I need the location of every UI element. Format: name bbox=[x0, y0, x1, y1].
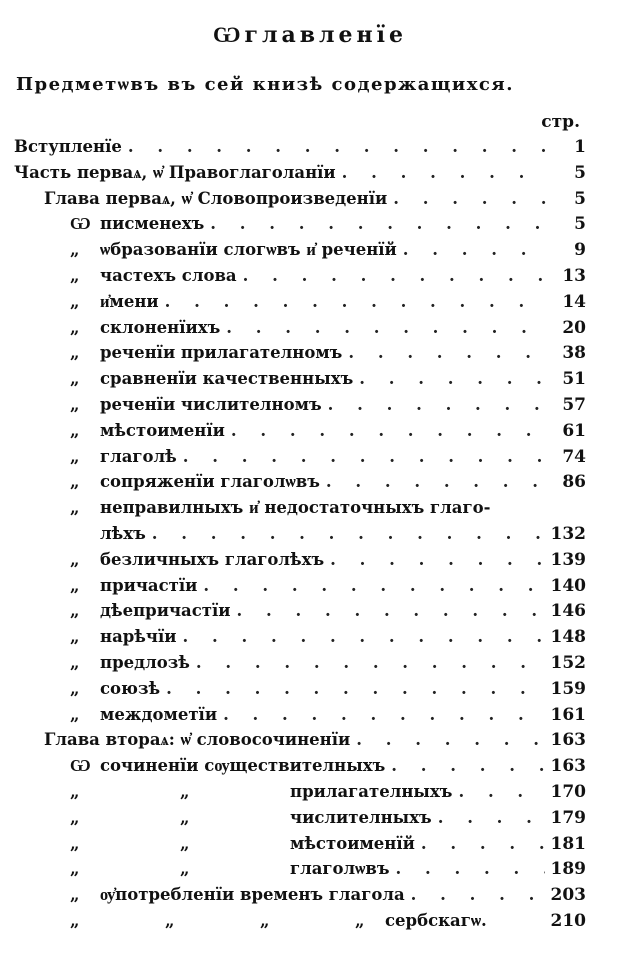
toc-entry-page: 159 bbox=[550, 678, 586, 699]
toc-entry-label: сопряженїи глаголѡвъ bbox=[100, 472, 320, 492]
toc-entry-label: прилагателныхъ bbox=[290, 781, 453, 801]
dot-leader bbox=[393, 186, 546, 212]
toc-entry-label: глаголѡвъ bbox=[290, 859, 390, 879]
toc-entry-label: реченїи числителномъ bbox=[100, 394, 322, 414]
toc-entry-page: 161 bbox=[550, 704, 586, 725]
table-of-contents bbox=[14, 134, 586, 934]
page-subtitle: Предметѡвъ въ сей книзѣ содержащихся. bbox=[16, 74, 514, 95]
toc-entry-page: 152 bbox=[550, 652, 586, 673]
toc-entry-marker: „ bbox=[70, 601, 80, 621]
dot-leader bbox=[223, 702, 544, 728]
toc-entry-label: дѣепричастїи bbox=[100, 601, 231, 621]
toc-entry-page: 132 bbox=[550, 523, 586, 544]
toc-entry bbox=[14, 753, 586, 779]
toc-entry-marker: „ bbox=[70, 678, 80, 698]
toc-entry-marker: „ bbox=[70, 781, 80, 801]
toc-entry-text bbox=[70, 779, 452, 805]
toc-entry-label: глаголѣ bbox=[100, 446, 177, 466]
toc-entry bbox=[14, 289, 586, 315]
toc-entry-text bbox=[70, 650, 190, 676]
toc-entry-page: 163 bbox=[550, 730, 586, 751]
toc-entry bbox=[14, 547, 586, 573]
toc-entry-page: 38 bbox=[562, 343, 586, 364]
toc-entry bbox=[14, 469, 586, 495]
dot-leader bbox=[152, 521, 545, 547]
toc-entry-page: 170 bbox=[550, 781, 586, 802]
toc-entry-label: ѡбразованїи слогѡвъ и҆ реченїй bbox=[100, 240, 397, 260]
toc-entry-label: сравненїи качественныхъ bbox=[100, 369, 354, 389]
toc-entry bbox=[14, 702, 586, 728]
toc-entry-page: 20 bbox=[562, 317, 586, 338]
dot-leader bbox=[396, 856, 545, 882]
toc-entry bbox=[14, 237, 586, 263]
toc-entry bbox=[14, 134, 586, 160]
toc-entry-page: 203 bbox=[550, 885, 586, 906]
toc-entry-text bbox=[70, 624, 177, 650]
toc-entry bbox=[14, 831, 586, 857]
toc-entry-text bbox=[70, 366, 353, 392]
toc-entry-text bbox=[70, 702, 217, 728]
dot-leader bbox=[421, 831, 545, 857]
toc-entry bbox=[14, 444, 586, 470]
toc-entry-page: 5 bbox=[574, 214, 586, 235]
toc-entry-marker: „ bbox=[70, 446, 80, 466]
toc-entry bbox=[14, 805, 586, 831]
toc-entry bbox=[14, 573, 586, 599]
toc-entry-page: 51 bbox=[562, 369, 586, 390]
toc-entry bbox=[14, 263, 586, 289]
toc-entry-marker: „ bbox=[70, 343, 80, 363]
toc-entry-label: нарѣчїи bbox=[100, 627, 177, 647]
toc-entry-text bbox=[70, 547, 324, 573]
toc-entry-marker: „ bbox=[70, 910, 80, 930]
toc-entry-page: 86 bbox=[562, 472, 586, 493]
dot-leader bbox=[356, 727, 544, 753]
toc-entry-page: 146 bbox=[550, 601, 586, 622]
toc-entry bbox=[14, 418, 586, 444]
toc-entry-label: предлозѣ bbox=[100, 652, 190, 672]
toc-entry-page: 179 bbox=[550, 807, 586, 828]
dot-leader bbox=[226, 315, 546, 341]
toc-entry-marker: „ bbox=[70, 833, 80, 853]
toc-entry bbox=[14, 598, 586, 624]
toc-entry-marker: „ bbox=[70, 885, 80, 905]
toc-entry-page: 5 bbox=[574, 188, 586, 209]
toc-entry bbox=[14, 624, 586, 650]
toc-entry bbox=[14, 392, 586, 418]
toc-entry-page: 148 bbox=[550, 627, 586, 648]
dot-leader bbox=[165, 289, 546, 315]
dot-leader bbox=[438, 805, 545, 831]
toc-entry-text bbox=[70, 237, 397, 263]
dot-leader bbox=[183, 624, 545, 650]
dot-leader bbox=[348, 340, 546, 366]
toc-entry-text: Часть перваѧ, ѡ҆ Правоглаголанїи bbox=[14, 162, 336, 182]
dot-leader bbox=[326, 469, 546, 495]
toc-entry-label: сербскагѡ. bbox=[385, 910, 487, 930]
toc-entry-page: 5 bbox=[574, 162, 586, 183]
toc-entry-text bbox=[70, 211, 204, 237]
toc-entry-text: Глава перваѧ, ѡ҆ Словопроизведенїи bbox=[44, 188, 388, 208]
toc-entry-marker: „ bbox=[70, 575, 80, 595]
toc-entry-label: писменехъ bbox=[100, 214, 205, 234]
toc-entry-page: 14 bbox=[562, 291, 586, 312]
toc-entry bbox=[14, 521, 586, 547]
toc-entry-marker: Ѡ bbox=[70, 756, 91, 776]
toc-entry-text bbox=[70, 495, 490, 521]
toc-entry bbox=[14, 160, 586, 186]
toc-entry bbox=[14, 856, 586, 882]
toc-entry-label: сочиненїи сѹществителныхъ bbox=[100, 756, 386, 776]
page-title: Ѡглавленїе bbox=[212, 22, 407, 48]
toc-entry-page: 163 bbox=[550, 756, 586, 777]
toc-entry-marker: „ bbox=[180, 807, 190, 827]
toc-entry-text bbox=[70, 908, 487, 934]
dot-leader bbox=[328, 392, 546, 418]
toc-entry-page: 139 bbox=[550, 549, 586, 570]
toc-entry-text bbox=[70, 289, 159, 315]
dot-leader bbox=[359, 366, 546, 392]
toc-entry-marker: „ bbox=[355, 910, 365, 930]
toc-entry-marker: „ bbox=[70, 240, 80, 260]
toc-entry-text bbox=[70, 392, 322, 418]
toc-entry-label: реченїи прилагателномъ bbox=[100, 343, 343, 363]
toc-entry-marker: „ bbox=[70, 420, 80, 440]
toc-entry-page: 181 bbox=[550, 833, 586, 854]
dot-leader bbox=[196, 650, 545, 676]
toc-entry-text bbox=[70, 469, 320, 495]
toc-entry-marker: Ѡ bbox=[70, 214, 91, 234]
toc-entry-page: 210 bbox=[550, 910, 586, 931]
toc-entry-marker: „ bbox=[70, 549, 80, 569]
dot-leader bbox=[330, 547, 544, 573]
dot-leader bbox=[458, 779, 544, 805]
toc-entry-marker: „ bbox=[70, 472, 80, 492]
toc-entry bbox=[14, 727, 586, 753]
toc-entry-label: и҆мени bbox=[100, 291, 159, 311]
toc-entry-text bbox=[70, 444, 177, 470]
toc-entry-text bbox=[70, 340, 342, 366]
toc-entry-marker: „ bbox=[180, 781, 190, 801]
toc-entry-label: безличныхъ глаголѣхъ bbox=[100, 549, 325, 569]
toc-entry-label: мѣстоименїй bbox=[290, 833, 415, 853]
toc-entry-text bbox=[70, 521, 146, 547]
toc-entry-marker: „ bbox=[165, 910, 175, 930]
toc-entry-text bbox=[70, 882, 405, 908]
toc-entry bbox=[14, 495, 586, 521]
dot-leader bbox=[403, 237, 546, 263]
toc-entry-marker: „ bbox=[70, 807, 80, 827]
toc-entry-marker: „ bbox=[70, 291, 80, 311]
toc-entry bbox=[14, 908, 586, 934]
toc-entry-label: лѣхъ bbox=[100, 523, 146, 543]
toc-entry-marker: „ bbox=[70, 317, 80, 337]
toc-entry-text: Глава втораѧ: ѡ҆ словосочиненїи bbox=[44, 730, 351, 750]
dot-leader bbox=[210, 211, 546, 237]
dot-leader bbox=[183, 444, 546, 470]
toc-entry-page: 61 bbox=[562, 420, 586, 441]
toc-entry-marker: „ bbox=[70, 394, 80, 414]
toc-entry-marker: „ bbox=[180, 859, 190, 879]
toc-entry-page: 57 bbox=[562, 394, 586, 415]
toc-entry-text bbox=[70, 856, 390, 882]
toc-entry-page: 140 bbox=[550, 575, 586, 596]
toc-entry-label: частехъ слова bbox=[100, 265, 237, 285]
toc-entry-page: 74 bbox=[562, 446, 586, 467]
toc-entry-marker: „ bbox=[70, 704, 80, 724]
toc-entry bbox=[14, 366, 586, 392]
toc-entry-label: междометїи bbox=[100, 704, 218, 724]
toc-entry bbox=[14, 186, 586, 212]
dot-leader bbox=[411, 882, 545, 908]
toc-entry-marker: „ bbox=[260, 910, 270, 930]
toc-entry-text bbox=[70, 315, 220, 341]
toc-entry-marker: „ bbox=[70, 265, 80, 285]
dot-leader bbox=[166, 676, 544, 702]
toc-entry-marker: „ bbox=[180, 833, 190, 853]
toc-entry bbox=[14, 211, 586, 237]
toc-entry-text bbox=[70, 805, 432, 831]
toc-entry-page: 1 bbox=[574, 137, 586, 157]
toc-entry-text bbox=[70, 598, 231, 624]
toc-entry-text: Вступленїе bbox=[14, 137, 122, 156]
toc-entry-label: неправилныхъ и҆ недостаточныхъ глаго- bbox=[100, 498, 491, 518]
page-column-label: стр. bbox=[541, 112, 580, 132]
toc-entry-marker: „ bbox=[70, 652, 80, 672]
toc-entry-page: 13 bbox=[562, 265, 586, 286]
dot-leader bbox=[342, 160, 546, 186]
toc-entry-text bbox=[70, 573, 197, 599]
dot-leader bbox=[203, 573, 544, 599]
toc-entry-label: союзѣ bbox=[100, 678, 161, 698]
toc-entry bbox=[14, 676, 586, 702]
toc-entry-label: числителныхъ bbox=[290, 807, 432, 827]
dot-leader bbox=[391, 753, 544, 779]
toc-entry bbox=[14, 340, 586, 366]
toc-entry-text bbox=[70, 263, 237, 289]
toc-entry bbox=[14, 882, 586, 908]
toc-entry-label: причастїи bbox=[100, 575, 198, 595]
toc-entry-text bbox=[70, 753, 385, 779]
toc-entry-marker: „ bbox=[70, 369, 80, 389]
toc-entry-text bbox=[70, 676, 160, 702]
toc-entry bbox=[14, 779, 586, 805]
toc-entry-label: ѹ҆потребленїи временъ глагола bbox=[100, 885, 405, 905]
dot-leader bbox=[243, 263, 546, 289]
toc-entry bbox=[14, 315, 586, 341]
dot-leader bbox=[237, 598, 545, 624]
toc-entry-text bbox=[70, 418, 225, 444]
toc-entry-page: 9 bbox=[574, 240, 586, 261]
toc-entry-label: склоненїихъ bbox=[100, 317, 221, 337]
toc-entry-text bbox=[70, 831, 415, 857]
toc-entry-page: 189 bbox=[550, 859, 586, 880]
toc-entry bbox=[14, 650, 586, 676]
dot-leader bbox=[231, 418, 546, 444]
dot-leader bbox=[128, 134, 546, 160]
toc-entry-marker: „ bbox=[70, 627, 80, 647]
toc-entry-label: мѣстоименїи bbox=[100, 420, 225, 440]
toc-entry-marker: „ bbox=[70, 859, 80, 879]
toc-entry-marker: „ bbox=[70, 498, 80, 518]
